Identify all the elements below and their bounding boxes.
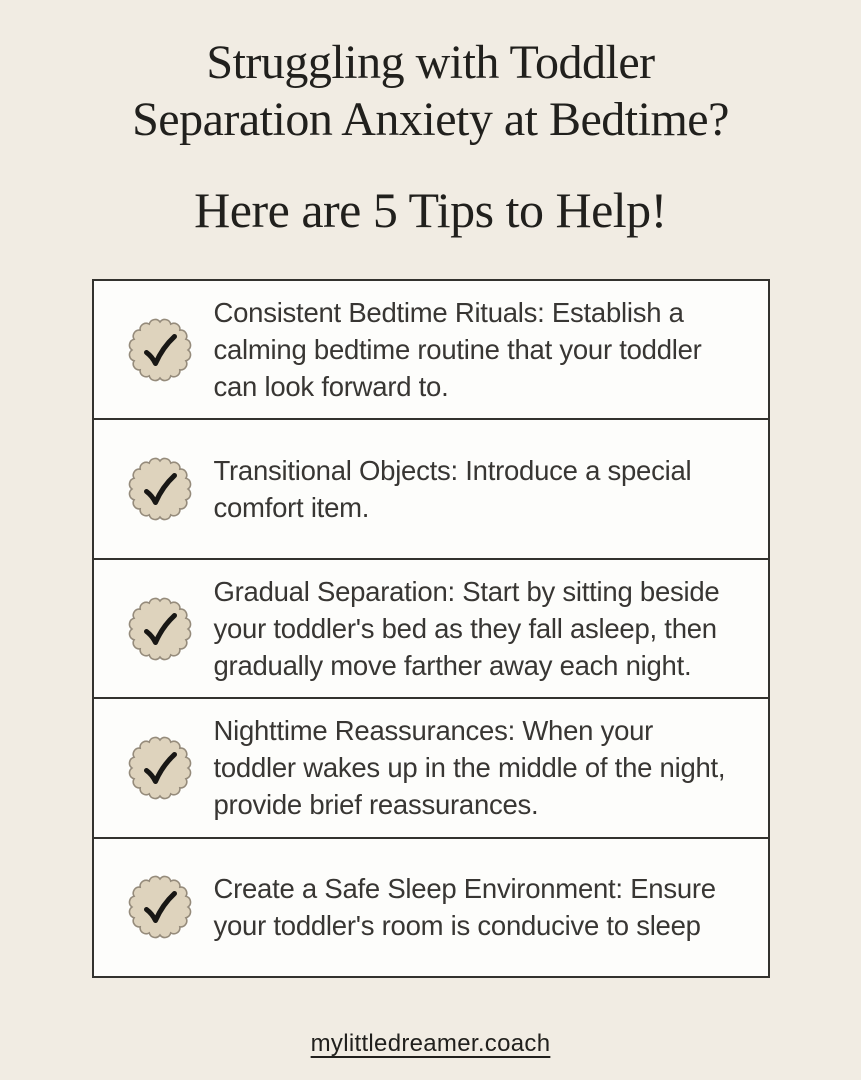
tip-text [214, 712, 726, 823]
page-title [0, 34, 861, 148]
footer [0, 1030, 861, 1058]
check-badge-icon [128, 875, 192, 939]
tip-line: can look forward to. [213, 371, 449, 403]
tip-row-2 [94, 420, 768, 559]
check-badge-icon [128, 318, 192, 382]
page-title-line: Struggling with Toddler [206, 36, 655, 89]
header [0, 0, 861, 239]
tip-line: provide brief reassurances. [213, 789, 539, 821]
tip-line: calming bedtime routine that your toddler [213, 334, 702, 366]
check-badge-icon [128, 457, 192, 521]
tip-line: Consistent Bedtime Rituals: Establish a [213, 297, 684, 329]
tip-line: Gradual Separation: Start by sitting beside [213, 576, 720, 608]
tip-line: toddler wakes up in the middle of the night, [213, 752, 726, 784]
website-link[interactable]: mylittledreamer.coach [310, 1030, 551, 1057]
tips-list [92, 279, 770, 978]
tip-text [214, 573, 720, 684]
tip-line: your toddler's room is conducive to sleep [213, 910, 701, 942]
check-badge-icon [128, 736, 192, 800]
tip-line: Transitional Objects: Introduce a special [213, 455, 692, 487]
page-title-line: Separation Anxiety at Bedtime? [132, 93, 729, 146]
tip-row-4 [94, 699, 768, 838]
page-subtitle: Here are 5 Tips to Help! [194, 182, 667, 238]
tip-line: gradually move farther away each night. [213, 650, 692, 682]
tip-text [214, 870, 716, 944]
tip-line: comfort item. [213, 492, 370, 524]
tip-row-5 [94, 839, 768, 976]
check-badge-icon [128, 597, 192, 661]
tip-line: Create a Safe Sleep Environment: Ensure [213, 873, 716, 905]
tip-text [214, 294, 702, 405]
tip-row-3 [94, 560, 768, 699]
tip-text [214, 452, 692, 526]
tip-line: your toddler's bed as they fall asleep, then [213, 613, 717, 645]
tip-row-1 [94, 281, 768, 420]
tip-line: Nighttime Reassurances: When your [213, 715, 654, 747]
